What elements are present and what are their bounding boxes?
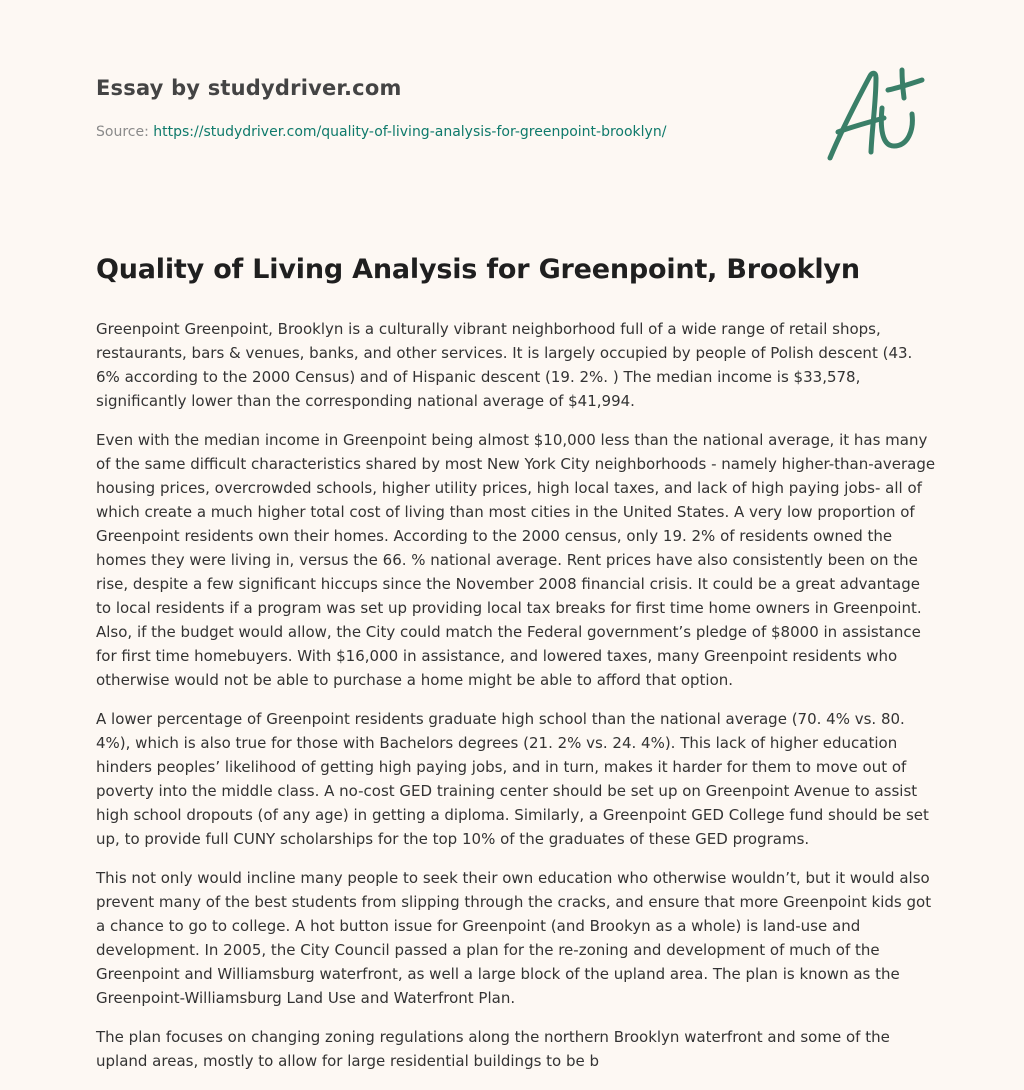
source-link[interactable]: https://studydriver.com/quality-of-living-analysis-for-greenpoint-brooklyn/ [153, 124, 667, 140]
essay-paragraph: Greenpoint Greenpoint, Brooklyn is a culturally vibrant neighborhood full of a wide range of retail shops, restaurants, bars & venues, banks, and other services. It is largely occupied by people of Polish descent (43. 6% according to the 2000 Census) and of Hispanic descent (19. 2%. ) The median income is $33,578, significantly lower than the corresponding national average of $41,994. [96, 320, 913, 410]
essay-paragraph: A lower percentage of Greenpoint residents graduate high school than the national average (70. 4% vs. 80. 4%), which is also true for those with Bachelors degrees (21. 2% vs. 24. 4%). This lack of higher education hinders peoples’ likelihood of getting high paying jobs, and in turn, makes it harder for them to move out of poverty into the middle class. A no-cost GED training center should be set up on Greenpoint Avenue to assist high school dropouts (of any age) in getting a diploma. Similarly, a Greenpoint GED College fund should be set up, to provide full CUNY scholarships for the top 10% of the graduates of these GED programs. [96, 710, 929, 848]
essay-paragraph: This not only would incline many people to seek their own education who otherwise wouldn’t, but it would also prevent many of the best students from slipping through the cracks, and ensure that more Greenpoint kids got a chance to go to college. A hot button issue for Greenpoint (and Brookyn as a whole) is land-use and development. In 2005, the City Council passed a plan for the re-zoning and development of much of the Greenpoint and Williamsburg waterfront, as well a large block of the upland area. The plan is known as the Greenpoint-Williamsburg Land Use and Waterfront Plan. [96, 869, 932, 1007]
essay-body [96, 317, 936, 1088]
site-brand: Essay by studydriver.com [96, 76, 402, 100]
essay-title: Quality of Living Analysis for Greenpoint, Brooklyn [96, 254, 860, 285]
source-label: Source: [96, 124, 149, 140]
source-line [96, 124, 666, 140]
essay-paragraph: Even with the median income in Greenpoint being almost $10,000 less than the national average, it has many of the same difficult characteristics shared by most New York City neighborhoods - namely higher-than-average housing prices, overcrowded schools, higher utility prices, high local taxes, and lack of high paying jobs- all of which create a much higher total cost of living than most cities in the United States. A very low proportion of Greenpoint residents own their homes. According to the 2000 census, only 19. 2% of residents owned the homes they were living in, versus the 66. % national average. Rent prices have also consistently been on the rise, despite a few significant hiccups since the November 2008 financial crisis. It could be a great advantage to local residents if a program was set up providing local tax breaks for first time home owners in Greenpoint. Also, if the budget would allow, the City could match the Federal government’s pledge of $8000 in assistance for first time homebuyers. With $16,000 in assistance, and lowered taxes, many Greenpoint residents who otherwise would not be able to purchase a home might be able to afford that option. [96, 431, 936, 689]
a-plus-grade-logo-icon [822, 66, 928, 164]
essay-paragraph: The plan focuses on changing zoning regulations along the northern Brooklyn waterfront and some of the upland areas, mostly to allow for large residential buildings to be b [96, 1028, 890, 1070]
